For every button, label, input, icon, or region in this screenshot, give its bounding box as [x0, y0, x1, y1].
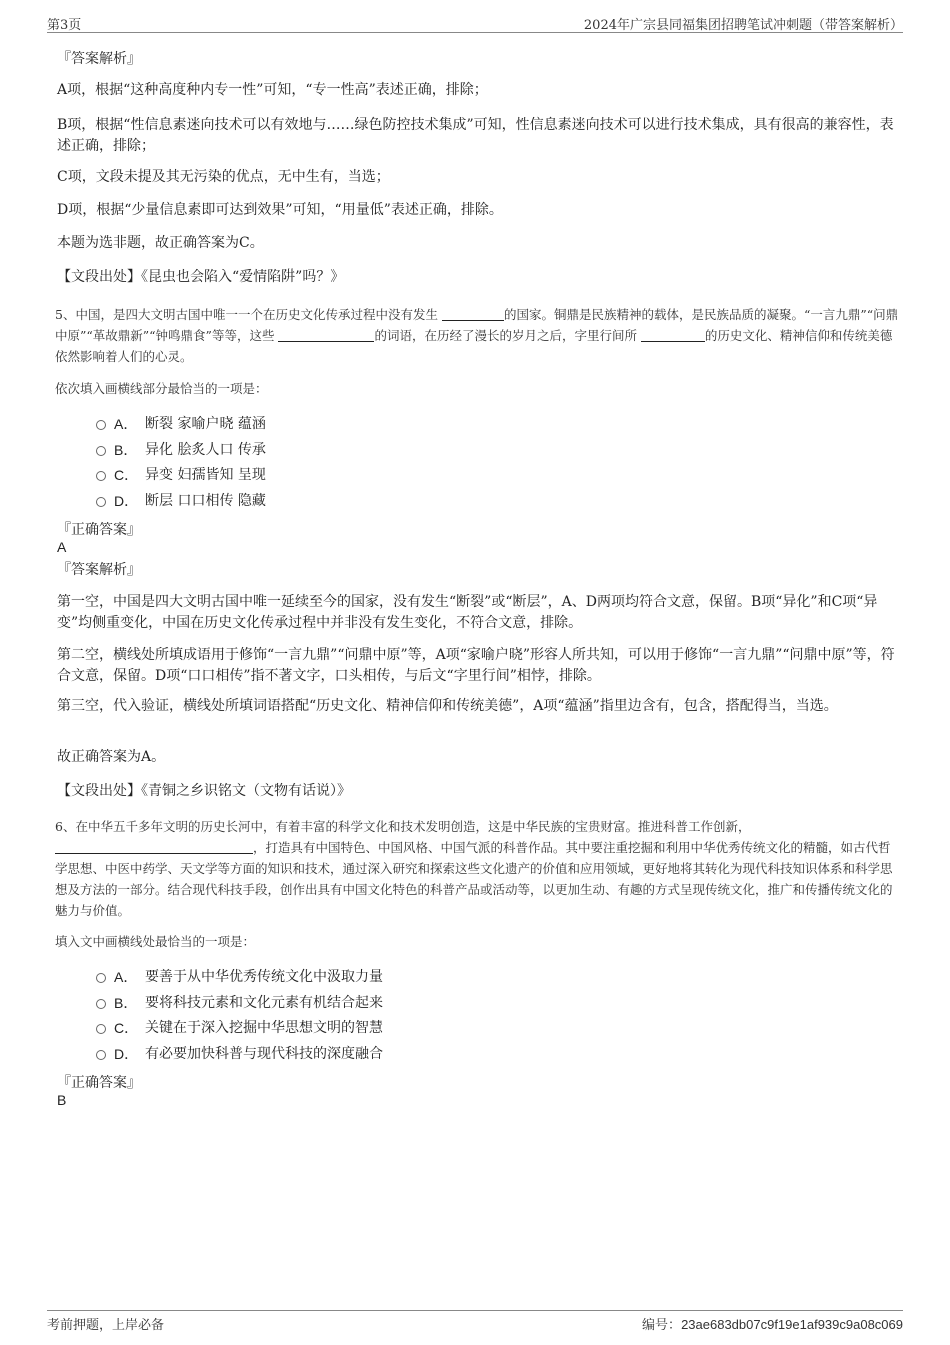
option-text: 要将科技元素和文化元素有机结合起来 — [145, 995, 383, 1011]
option-letter: B． — [114, 995, 138, 1011]
option-text: 断裂 家喻户晓 蕴涵 — [145, 416, 266, 432]
q5-stem — [55, 304, 900, 367]
q5-source: 【文段出处】《青铜之乡识铭文（文物有话说）》 — [57, 783, 351, 799]
q5-stem-part-2: 的国家。铜鼎是民族精神的载体，是民族品质的凝聚。“一言九鼎”“问鼎中原”“革故鼎新”“钟鸣鼎食”等等，这些 — [55, 307, 899, 343]
option-text: 异化 脍炙人口 传承 — [145, 442, 266, 458]
q5-prompt: 依次填入画横线部分最恰当的一项是： — [55, 381, 268, 396]
option-text: 有必要加快科普与现代科技的深度融合 — [145, 1046, 383, 1062]
radio-icon[interactable] — [96, 1024, 106, 1034]
footer-slogan: 考前押题，上岸必备 — [47, 1318, 165, 1333]
q4-analysis-c: C项，文段未提及其无污染的优点，无中生有，当选； — [57, 169, 390, 185]
q5-analysis-3: 第三空，代入验证，横线处所填词语搭配“历史文化、精神信仰和传统美德”，A项“蕴涵”指里边含有，包含，搭配得当，当选。 — [57, 698, 838, 714]
document-code — [642, 1314, 903, 1333]
option-letter: C． — [114, 1020, 139, 1036]
radio-icon[interactable] — [96, 1050, 106, 1060]
radio-icon[interactable] — [96, 497, 106, 507]
q4-conclusion: 本题为选非题，故正确答案为C。 — [57, 235, 264, 251]
q5-stem-part-3: 的词语，在历经了漫长的岁月之后，字里行间所 — [374, 328, 641, 343]
option-text: 要善于从中华优秀传统文化中汲取力量 — [145, 969, 383, 985]
option-text: 关键在于深入挖掘中华思想文明的智慧 — [145, 1020, 383, 1036]
q6-stem — [55, 816, 900, 921]
radio-icon[interactable] — [96, 973, 106, 983]
q4-analysis-b: B项，根据“性信息素迷向技术可以有效地与……绿色防控技术集成”可知，性信息素迷向技术可以进行技术集成，具有很高的兼容性，表述正确，排除； — [57, 117, 894, 154]
option-letter: C． — [114, 467, 139, 483]
q5-stem-part-1: 5、中国，是四大文明古国中唯一一个在历史文化传承过程中没有发生 — [55, 307, 442, 322]
radio-icon[interactable] — [96, 446, 106, 456]
q5-blank-2 — [278, 327, 374, 342]
q6-stem-rest: ，打造具有中国特色、中国风格、中国气派的科普作品。其中要注重挖掘和利用中华优秀传统文化的精髓，如古代哲学思想、中医中药学、天文学等方面的知识和技术，通过深入研究和探索这些文化遗产的价值和应用领域，更好地将其转化为现代科技知识体系和科学思想及方法的一部分。结合现代科技手段，创作出具有中国文化特色的科普产品或活动等，以更加生动、有趣的方式呈现传统文化，推广和传播传统文化的魅力与价值。 — [55, 840, 893, 918]
q4-source: 【文段出处】《昆虫也会陷入“爱情陷阱”吗？》 — [57, 269, 345, 285]
footer-divider — [47, 1310, 903, 1311]
q6-prompt: 填入文中画横线处最恰当的一项是： — [55, 934, 256, 949]
radio-icon[interactable] — [96, 999, 106, 1009]
document-code-value: 23ae683db07c9f19e1af939c9a08c069 — [681, 1317, 903, 1332]
option-text: 异变 妇孺皆知 呈现 — [145, 467, 266, 483]
q5-answer: A — [57, 539, 67, 555]
option-letter: D． — [114, 1046, 139, 1062]
option-letter: A． — [114, 969, 138, 985]
q6-answer: B — [57, 1092, 67, 1108]
option-letter: B． — [114, 442, 138, 458]
q5-analysis-2: 第二空，横线处所填成语用于修饰“一言九鼎”“问鼎中原”等，A项“家喻户晓”形容人所共知，可以用于修饰“一言九鼎”“问鼎中原”等，符合文意，保留。D项“口口相传”指不著文字，口头相传，与后文“字里行间”相悖，排除。 — [57, 647, 895, 684]
radio-icon[interactable] — [96, 471, 106, 481]
q5-conclusion: 故正确答案为A。 — [57, 749, 166, 765]
page-number: 第3页 — [47, 18, 82, 33]
q5-analysis-1: 第一空，中国是四大文明古国中唯一延续至今的国家，没有发生“断裂”或“断层”，A、D两项均符合文意，保留。B项“异化”和C项“异变”均侧重变化，中国在历史文化传承过程中并非没有发生变化，不符合文意，排除。 — [57, 594, 878, 631]
q4-analysis-a: A项，根据“这种高度种内专一性”可知，“专一性高”表述正确，排除； — [57, 82, 488, 98]
q4-analysis-d: D项，根据“少量信息素即可达到效果”可知，“用量低”表述正确，排除。 — [57, 202, 503, 218]
radio-icon[interactable] — [96, 420, 106, 430]
q4-analysis-label: 『答案解析』 — [57, 51, 141, 67]
header-divider — [47, 32, 903, 33]
document-title: 2024年广宗县同福集团招聘笔试冲刺题（带答案解析） — [583, 18, 903, 33]
q5-blank-3 — [641, 327, 705, 342]
q6-stem-intro: 6、在中华五千多年文明的历史长河中，有着丰富的科学文化和技术发明创造，这是中华民族的宝贵财富。推进科普工作创新， — [55, 819, 751, 834]
q5-answer-label: 『正确答案』 — [57, 522, 141, 538]
document-code-label: 编号： — [642, 1318, 682, 1333]
q5-blank-1 — [442, 306, 504, 321]
option-letter: A． — [114, 416, 138, 432]
q6-blank — [55, 839, 253, 854]
q6-answer-label: 『正确答案』 — [57, 1075, 141, 1091]
q5-stem-part-4: 的历史文化、精神信仰和传统美德依然影响着人们的心灵。 — [55, 328, 893, 364]
q5-analysis-label: 『答案解析』 — [57, 562, 141, 578]
option-text: 断层 口口相传 隐藏 — [145, 493, 266, 509]
option-letter: D． — [114, 493, 139, 509]
